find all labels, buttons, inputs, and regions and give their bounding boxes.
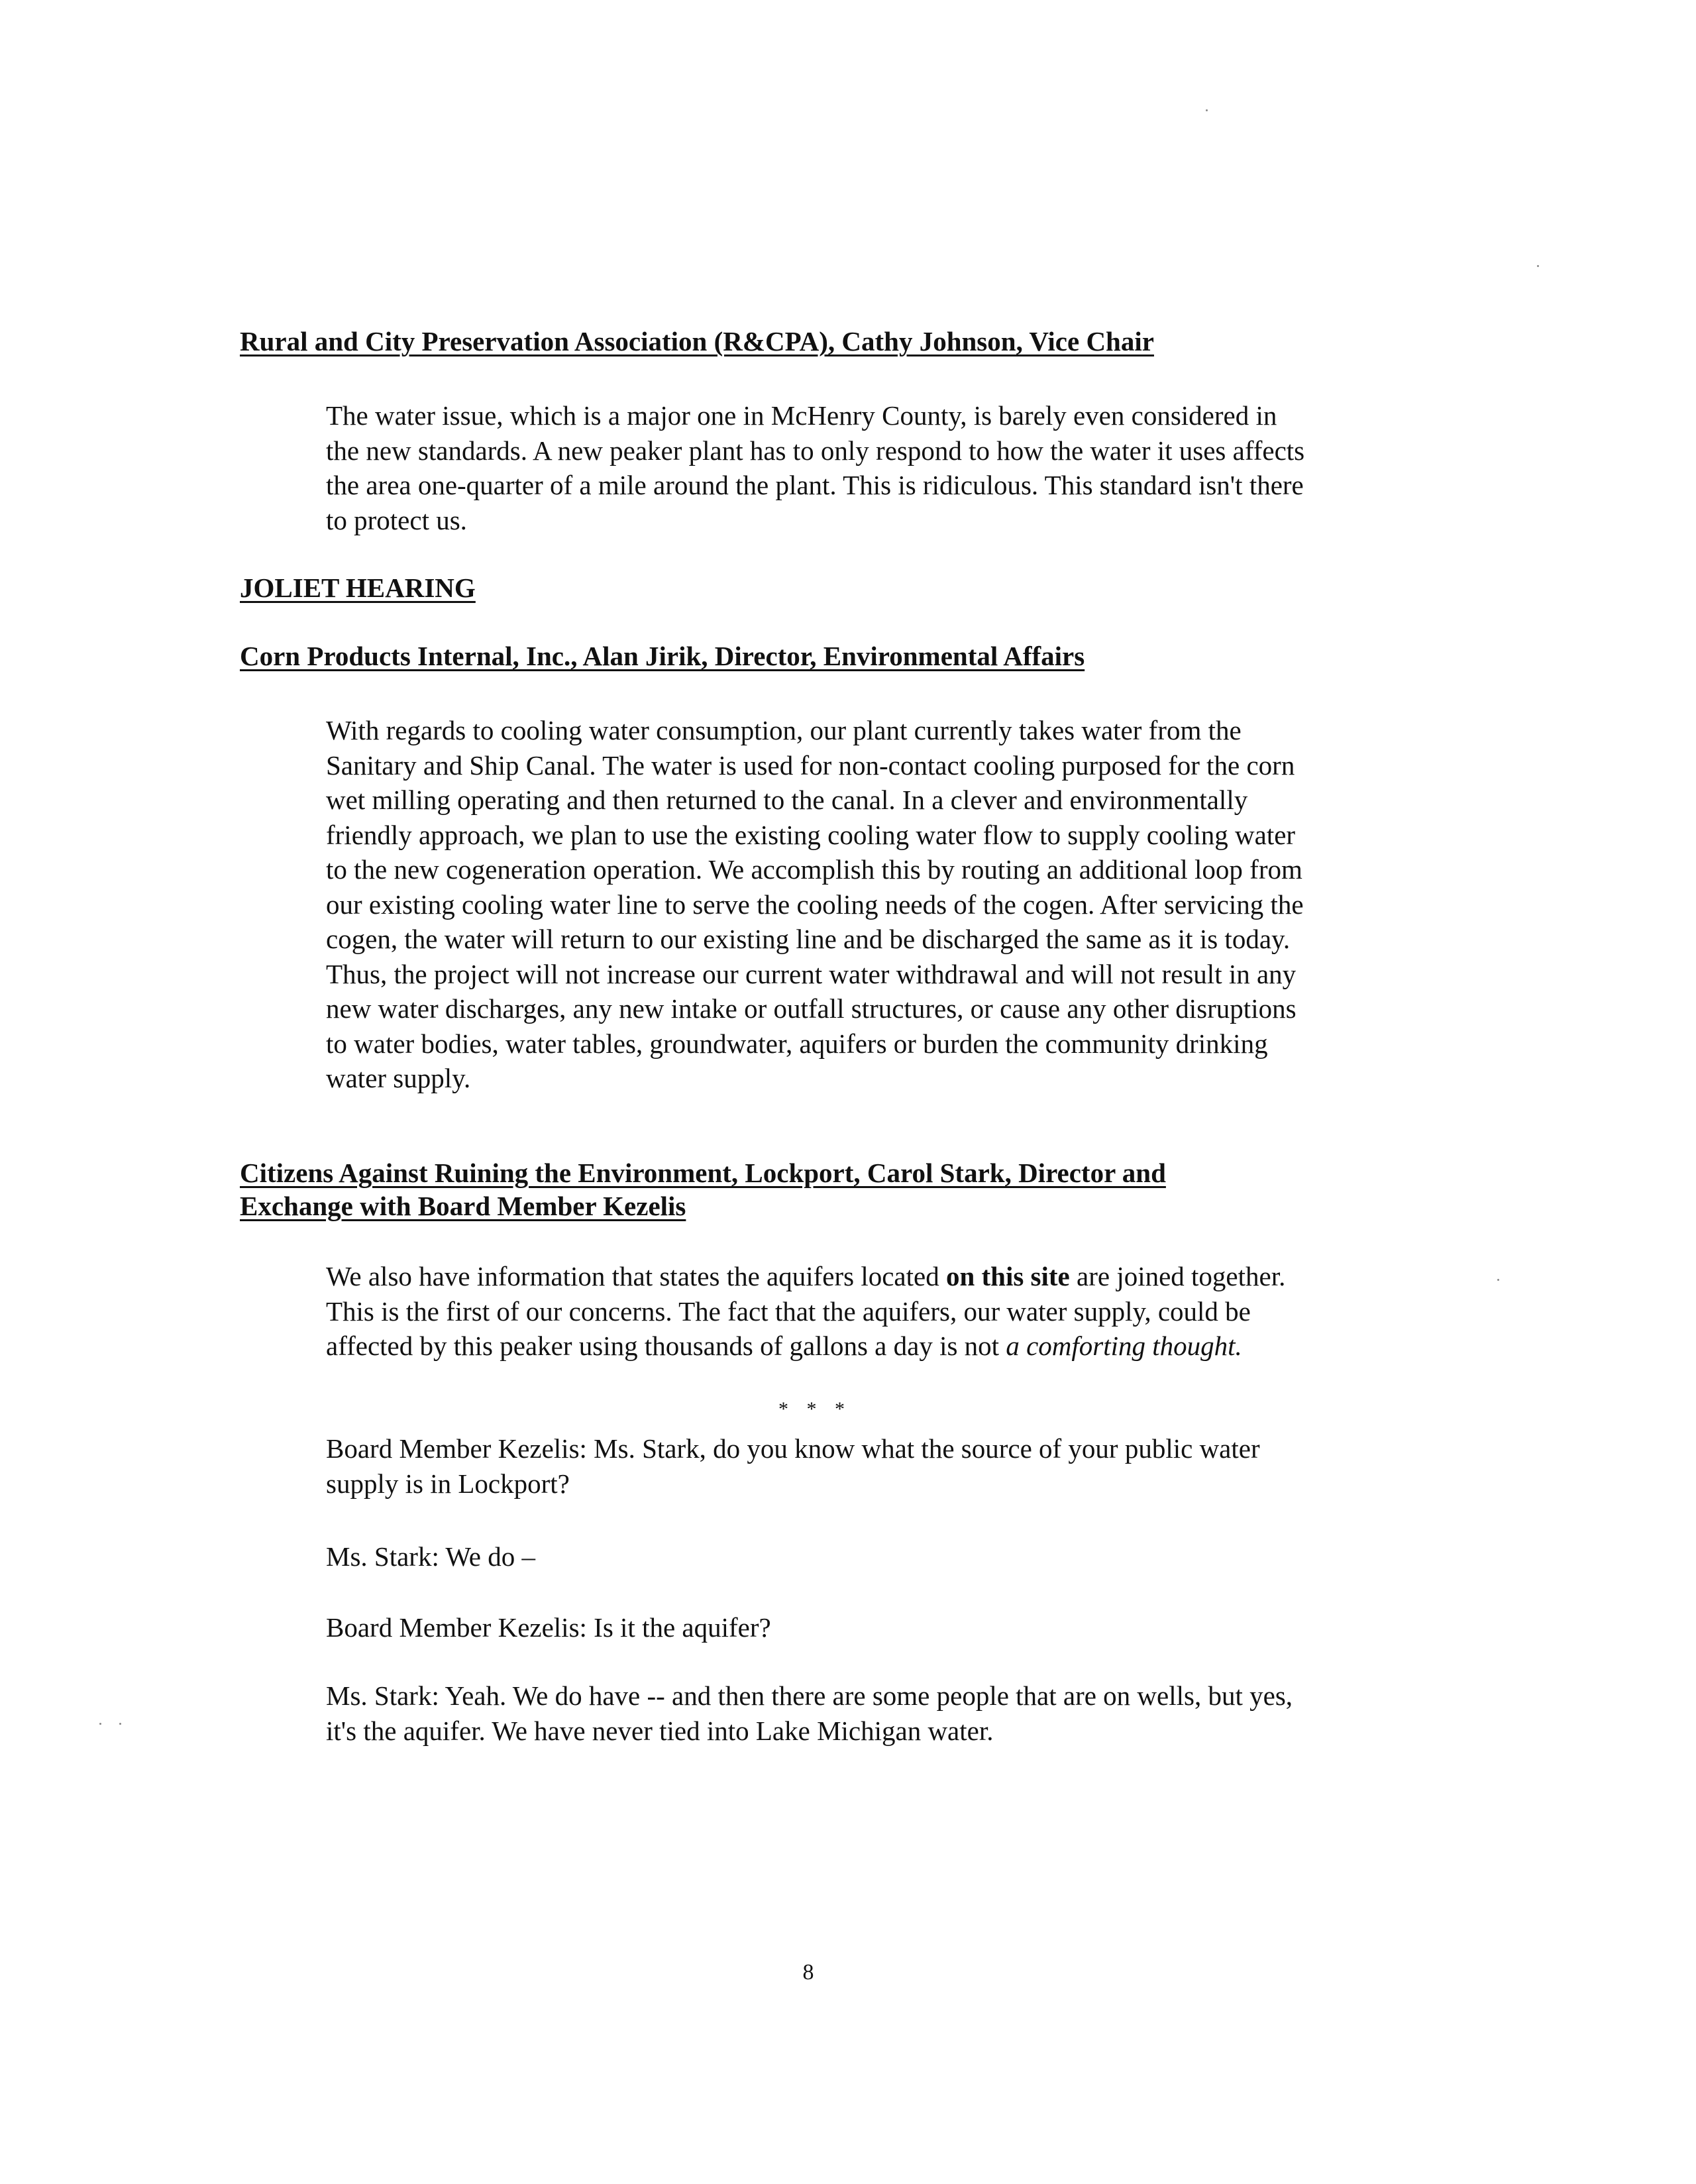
quote-bold-phrase: on this site	[945, 1261, 1070, 1291]
quote-italic-phrase: a comforting thought.	[1006, 1331, 1242, 1361]
page-number: 8	[802, 1960, 814, 1985]
section-separator: * * *	[778, 1398, 851, 1420]
section-heading-joliet: JOLIET HEARING	[240, 573, 476, 603]
scan-speck	[119, 1723, 121, 1725]
quote-text-start: We also have information that states the aquifers located	[326, 1261, 946, 1291]
citizens-quote-paragraph	[326, 1259, 1313, 1364]
section-heading-corn-products: Corn Products Internal, Inc., Alan Jirik, Director, Environmental Affairs	[240, 641, 1085, 671]
dialogue-line-4: Ms. Stark: Yeah. We do have -- and then there are some people that are on wells, but yes, it's the aquifer. We have never tied into Lake Michigan water.	[326, 1680, 1293, 1746]
section-heading-rcpa: Rural and City Preservation Association (R&CPA), Cathy Johnson, Vice Chair	[240, 326, 1154, 356]
quote-text-middle: are joined together. This is the first of our concerns. The fact that the aquifers, our water supply, could be affected by this peaker using thousands of gallons a day is not	[326, 1261, 1286, 1361]
scan-speck	[99, 1723, 101, 1725]
dialogue-line-3: Board Member Kezelis: Is it the aquifer?	[326, 1612, 771, 1643]
scan-speck	[1497, 1279, 1499, 1281]
dialogue-line-1: Board Member Kezelis: Ms. Stark, do you know what the source of your public water supply is in Lockport?	[326, 1433, 1260, 1499]
scan-speck	[1537, 265, 1539, 267]
rcpa-paragraph: The water issue, which is a major one in McHenry County, is barely even considered in the new standards. A new peaker plant has to only respond to how the water it uses affects the area one-quarter of a mile around the plant. This is ridiculous. This standard isn't there to protect us.	[326, 400, 1305, 535]
scan-speck	[1206, 109, 1208, 111]
section-heading-citizens: Citizens Against Ruining the Environment, Lockport, Carol Stark, Director and Exchange with Board Member Kezelis	[240, 1158, 1166, 1221]
dialogue-line-2: Ms. Stark: We do –	[326, 1541, 535, 1572]
corn-products-paragraph: With regards to cooling water consumption, our plant currently takes water from the Sanitary and Ship Canal. The water is used for non-contact cooling purposed for the corn wet milling operating and then returned to the canal. In a clever and environmentally friendly approach, we plan to use the existing cooling water flow to supply cooling water to the new cogeneration operation. We accomplish this by routing an additional loop from our existing cooling water line to serve the cooling needs of the cogen. After servicing the cogen, the water will return to our existing line and be discharged the same as it is today. Thus, the project will not increase our current water withdrawal and will not result in any new water discharges, any new intake or outfall structures, or cause any other disruptions to water bodies, water tables, groundwater, aquifers or burden the community drinking water supply.	[326, 715, 1304, 1093]
